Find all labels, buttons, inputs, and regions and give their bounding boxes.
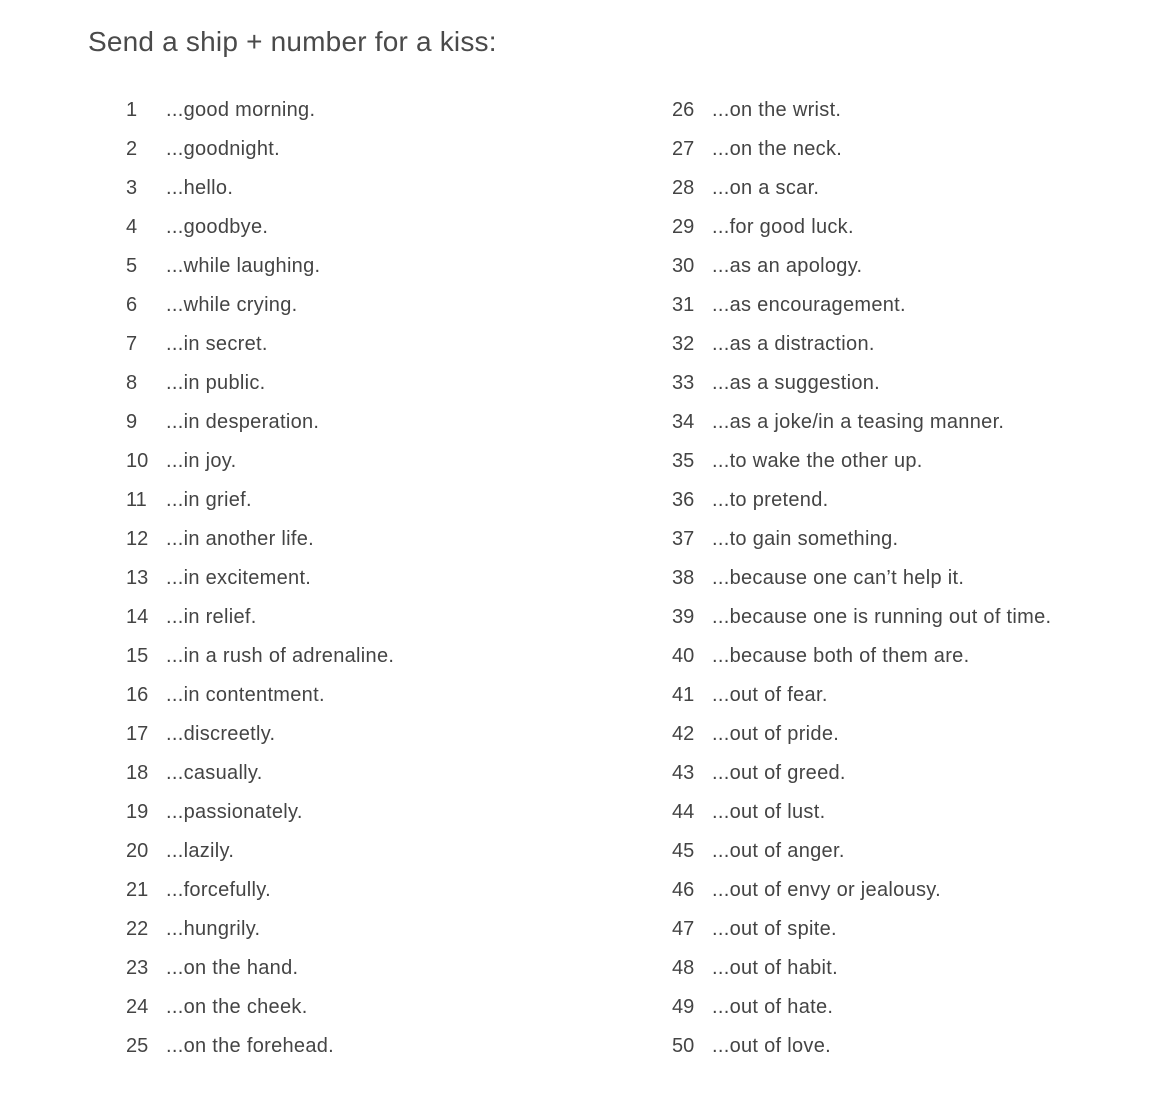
item-number: 29 — [672, 216, 695, 238]
item-text: ...as encouragement. — [712, 294, 906, 316]
item-text: ...in excitement. — [166, 567, 312, 589]
item-text: ...in another life. — [166, 528, 315, 550]
item-number: 10 — [126, 450, 149, 472]
item-number: 39 — [672, 606, 695, 628]
item-number: 12 — [126, 528, 149, 550]
item-text: ...discreetly. — [166, 723, 276, 745]
item-text: ...while laughing. — [166, 255, 321, 277]
item-number: 42 — [672, 723, 695, 745]
item-text: ...as a joke/in a teasing manner. — [712, 411, 1005, 433]
item-text: ...on the forehead. — [166, 1035, 335, 1057]
item-number: 21 — [126, 879, 149, 901]
item-number: 48 — [672, 957, 695, 979]
item-number: 23 — [126, 957, 149, 979]
item-text: ...as an apology. — [712, 255, 863, 277]
item-number: 37 — [672, 528, 695, 550]
item-text: ...hungrily. — [166, 918, 261, 940]
item-text: ...because one can’t help it. — [712, 567, 965, 589]
item-text: ...because one is running out of time. — [712, 606, 1052, 628]
item-number: 16 — [126, 684, 149, 706]
item-text: ...as a distraction. — [712, 333, 875, 355]
item-text: ...in a rush of adrenaline. — [166, 645, 395, 667]
item-number: 50 — [672, 1035, 695, 1057]
item-text: ...while crying. — [166, 294, 298, 316]
item-text: ...as a suggestion. — [712, 372, 881, 394]
item-number: 28 — [672, 177, 695, 199]
item-text: ...in secret. — [166, 333, 268, 355]
item-text: ...lazily. — [166, 840, 235, 862]
item-text: ...goodnight. — [166, 138, 280, 160]
item-text: ...because both of them are. — [712, 645, 970, 667]
item-number: 15 — [126, 645, 149, 667]
item-number: 47 — [672, 918, 695, 940]
item-text: ...out of lust. — [712, 801, 826, 823]
item-text: ...on the neck. — [712, 138, 843, 160]
item-number: 31 — [672, 294, 695, 316]
item-number: 20 — [126, 840, 149, 862]
item-number: 24 — [126, 996, 149, 1018]
item-text: ...in contentment. — [166, 684, 325, 706]
item-number: 17 — [126, 723, 149, 745]
item-text: ...on the hand. — [166, 957, 299, 979]
item-number: 8 — [126, 372, 138, 394]
item-number: 36 — [672, 489, 695, 511]
item-text: ...goodbye. — [166, 216, 269, 238]
page-title: Send a ship + number for a kiss: — [88, 26, 497, 57]
item-text: ...out of habit. — [712, 957, 838, 979]
item-number: 49 — [672, 996, 695, 1018]
item-text: ...out of pride. — [712, 723, 840, 745]
item-number: 14 — [126, 606, 149, 628]
item-number: 3 — [126, 177, 138, 199]
item-number: 22 — [126, 918, 149, 940]
item-number: 18 — [126, 762, 149, 784]
item-number: 7 — [126, 333, 138, 355]
item-text: ...in relief. — [166, 606, 257, 628]
item-number: 11 — [126, 489, 147, 511]
item-text: ...out of spite. — [712, 918, 837, 940]
item-text: ...out of love. — [712, 1035, 832, 1057]
item-text: ...forcefully. — [166, 879, 271, 901]
item-number: 40 — [672, 645, 695, 667]
item-number: 33 — [672, 372, 695, 394]
item-text: ...out of hate. — [712, 996, 834, 1018]
item-number: 25 — [126, 1035, 149, 1057]
item-text: ...on the cheek. — [166, 996, 308, 1018]
item-number: 27 — [672, 138, 695, 160]
item-number: 13 — [126, 567, 149, 589]
item-text: ...on a scar. — [712, 177, 820, 199]
item-text: ...good morning. — [166, 99, 316, 121]
item-number: 43 — [672, 762, 695, 784]
item-text: ...on the wrist. — [712, 99, 842, 121]
item-text: ...out of envy or jealousy. — [712, 879, 941, 901]
item-number: 19 — [126, 801, 149, 823]
item-number: 46 — [672, 879, 695, 901]
item-number: 4 — [126, 216, 138, 238]
item-text: ...to wake the other up. — [712, 450, 923, 472]
item-number: 6 — [126, 294, 138, 316]
item-text: ...out of fear. — [712, 684, 828, 706]
item-number: 9 — [126, 411, 138, 433]
item-text: ...casually. — [166, 762, 263, 784]
item-text: ...out of greed. — [712, 762, 846, 784]
item-text: ...for good luck. — [712, 216, 854, 238]
item-text: ...in grief. — [166, 489, 252, 511]
item-number: 34 — [672, 411, 695, 433]
item-text: ...to pretend. — [712, 489, 829, 511]
item-number: 1 — [126, 99, 138, 121]
item-number: 41 — [672, 684, 695, 706]
item-number: 5 — [126, 255, 138, 277]
item-text: ...in desperation. — [166, 411, 320, 433]
item-text: ...to gain something. — [712, 528, 899, 550]
item-text: ...hello. — [166, 177, 234, 199]
item-number: 45 — [672, 840, 695, 862]
item-number: 38 — [672, 567, 695, 589]
item-number: 30 — [672, 255, 695, 277]
item-number: 26 — [672, 99, 695, 121]
item-number: 2 — [126, 138, 138, 160]
item-number: 32 — [672, 333, 695, 355]
item-text: ...out of anger. — [712, 840, 845, 862]
item-text: ...passionately. — [166, 801, 303, 823]
item-text: ...in public. — [166, 372, 266, 394]
item-number: 44 — [672, 801, 695, 823]
item-text: ...in joy. — [166, 450, 237, 472]
item-number: 35 — [672, 450, 695, 472]
